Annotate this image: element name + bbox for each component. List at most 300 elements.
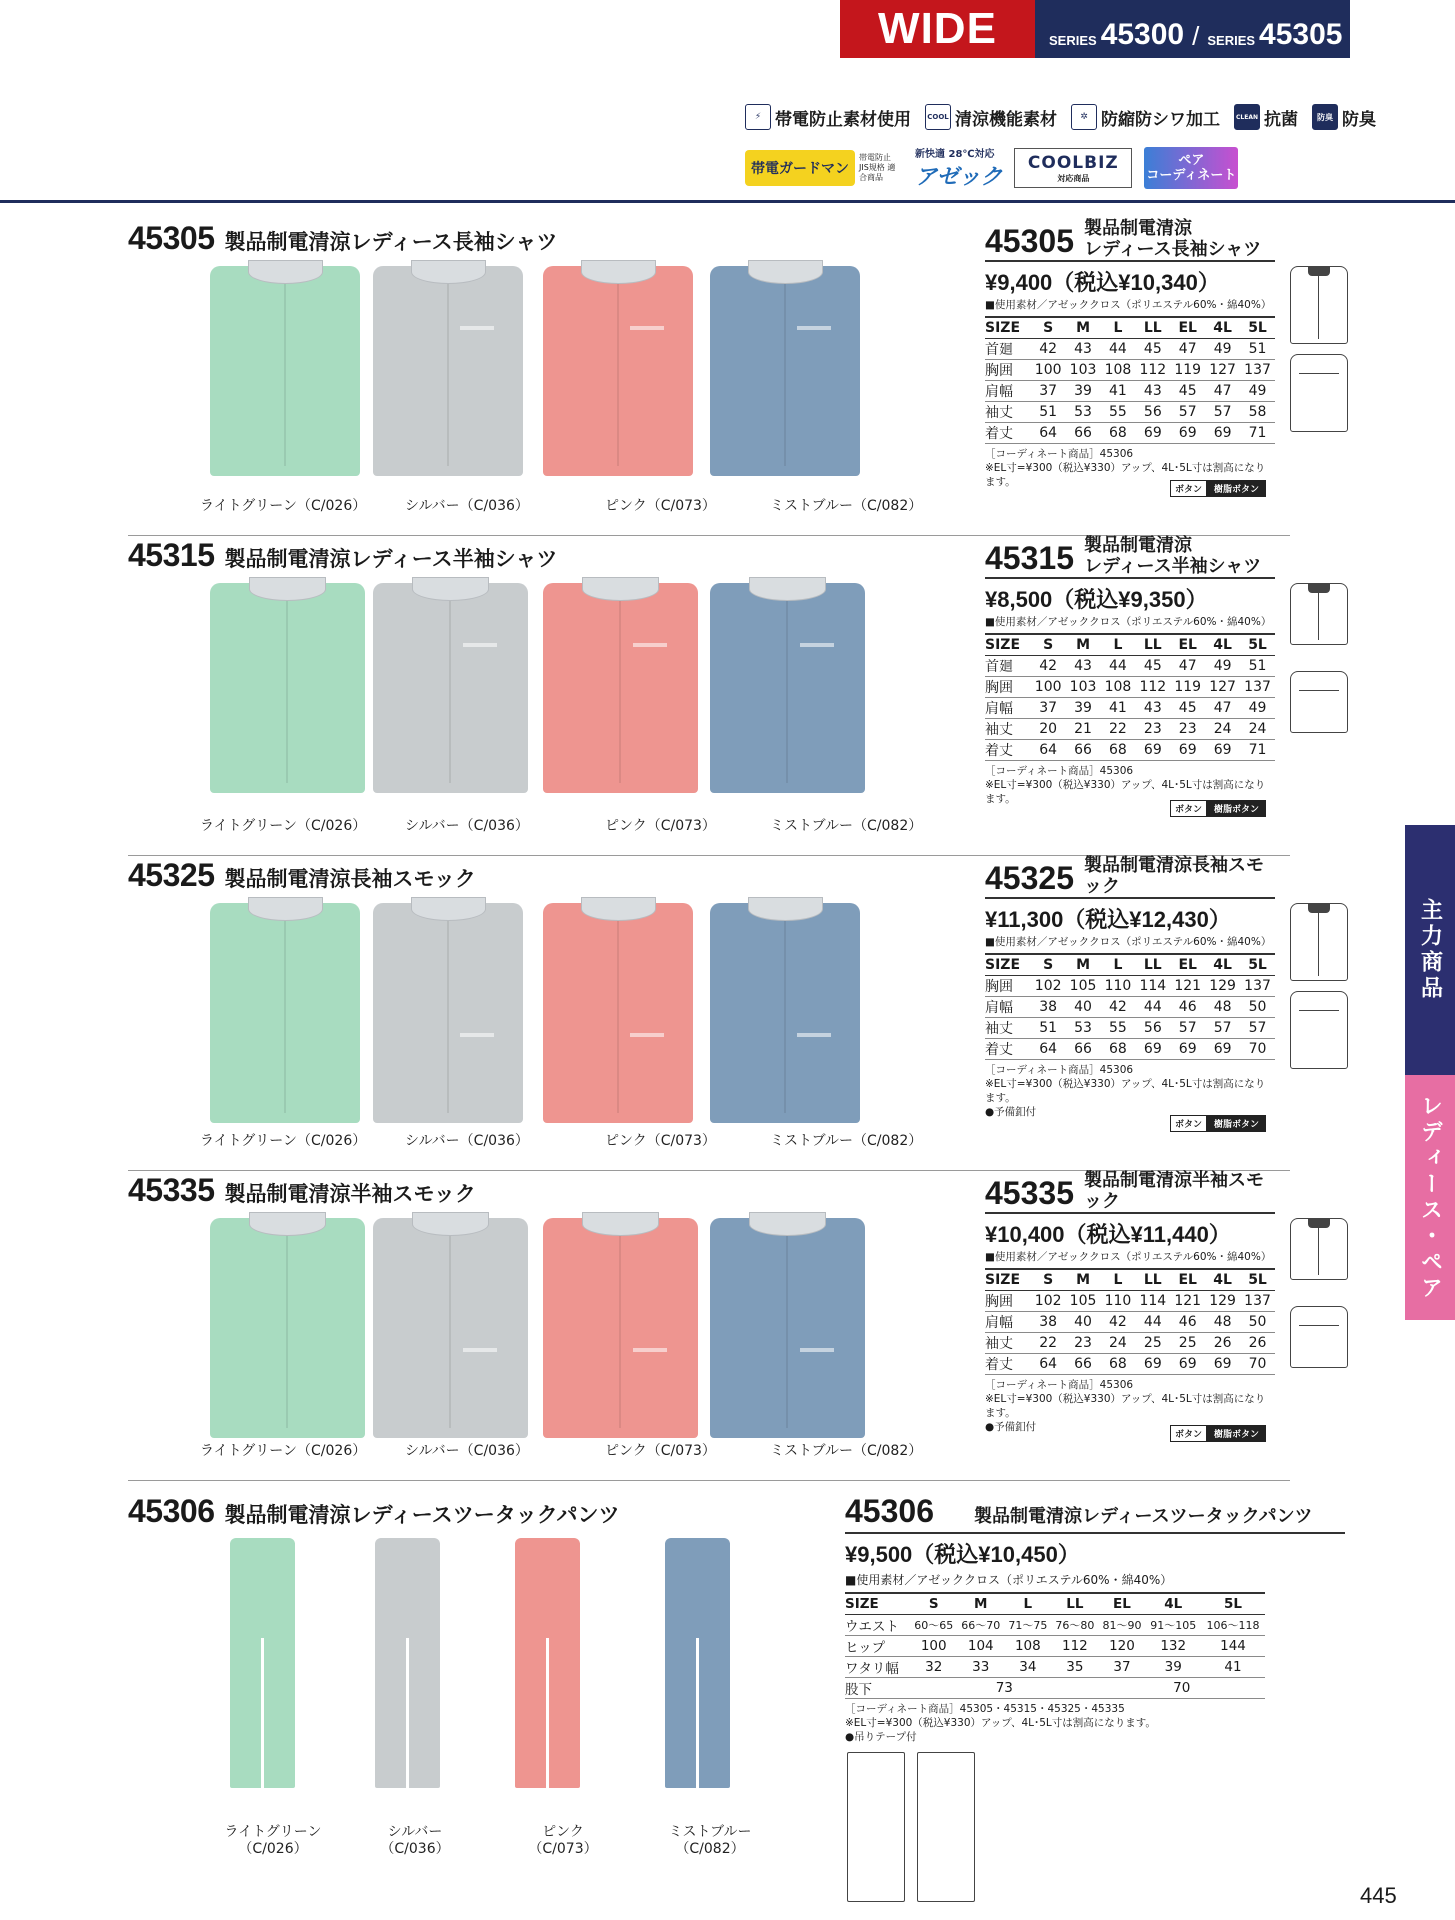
table-row: [985, 1353, 1275, 1374]
table-cell: 24: [1240, 718, 1275, 739]
table-cell: 69: [1170, 739, 1205, 760]
coolbiz-sub: 対応商品: [1057, 173, 1090, 183]
table-header: EL: [1170, 1269, 1205, 1291]
table-header: 4L: [1205, 634, 1240, 656]
table-cell: 着丈: [985, 422, 1031, 443]
table-cell: 110: [1100, 975, 1135, 996]
table-cell: 100: [1031, 676, 1066, 697]
color-caption: ライトグリーン（C/026）: [200, 818, 367, 834]
button-material-tag: [1170, 1425, 1266, 1442]
table-header-row: [985, 1269, 1275, 1291]
table-header-row: [985, 634, 1275, 656]
table-row: [985, 338, 1275, 359]
table-cell: 69: [1135, 1038, 1170, 1059]
table-cell: ワタリ幅: [845, 1656, 910, 1677]
pants-photo-pink: [515, 1538, 580, 1788]
table-cell: 49: [1205, 655, 1240, 676]
color-caption: ミストブルー（C/082）: [770, 1133, 923, 1149]
table-header: M: [1066, 634, 1101, 656]
table-cell: 48: [1205, 996, 1240, 1017]
sketch-front: [1290, 1218, 1348, 1280]
table-header: EL: [1170, 634, 1205, 656]
product-code: 45315: [128, 537, 215, 573]
table-cell: 56: [1135, 401, 1170, 422]
table-cell: 57: [1170, 401, 1205, 422]
table-cell: 46: [1170, 1311, 1205, 1332]
table-cell: 64: [1031, 1353, 1066, 1374]
product-name: 製品制電清涼レディース半袖シャツ: [224, 548, 558, 571]
logo-row: [745, 145, 1238, 191]
table-header: M: [957, 1593, 1004, 1615]
table-cell: 37: [1031, 380, 1066, 401]
spec-panel: [985, 535, 1275, 806]
table-cell: 121: [1170, 975, 1205, 996]
table-cell: 137: [1240, 975, 1275, 996]
color-caption: ミストブルー（C/082）: [770, 1443, 923, 1459]
table-header: LL: [1051, 1593, 1098, 1615]
table-cell: 49: [1205, 338, 1240, 359]
table-header: LL: [1135, 634, 1170, 656]
color-caption: ピンク（C/073）: [605, 818, 716, 834]
price: ¥9,400（税込¥10,340）: [985, 269, 1220, 295]
table-cell: 47: [1170, 338, 1205, 359]
table-header: S: [1031, 634, 1066, 656]
table-header: SIZE: [985, 634, 1031, 656]
table-cell: 股下: [845, 1677, 910, 1698]
deodorant-icon: 防臭: [1312, 104, 1338, 130]
antistatic-icon: ⚡: [745, 104, 771, 130]
table-cell: 69: [1170, 1353, 1205, 1374]
table-cell: 34: [1004, 1656, 1051, 1677]
material: ■使用素材／アゼッククロス（ポリエステル60%・綿40%）: [985, 615, 1272, 628]
table-cell: 45: [1135, 655, 1170, 676]
coordinate-note: ［コーディネート商品］45306: [985, 764, 1134, 777]
table-cell: 53: [1066, 401, 1101, 422]
series-label: SERIES: [1207, 33, 1256, 48]
spec-header: [985, 218, 1275, 260]
tag-value: 樹脂ボタン: [1207, 1425, 1266, 1442]
product-name: 製品制電清涼半袖スモック: [224, 1183, 476, 1206]
table-cell: 68: [1100, 422, 1135, 443]
pants-photo-silver: [375, 1538, 440, 1788]
table-cell: 首廻: [985, 655, 1031, 676]
table-header: 5L: [1240, 954, 1275, 976]
table-cell: 42: [1100, 996, 1135, 1017]
table-row: [985, 697, 1275, 718]
table-header-row: [845, 1593, 1265, 1615]
coolbiz-logo: [1014, 148, 1132, 188]
table-cell: 108: [1004, 1635, 1051, 1656]
table-cell: 着丈: [985, 1038, 1031, 1059]
color-caption: シルバー（C/036）: [405, 498, 529, 514]
side-tab-main-products[interactable]: 主力商品: [1405, 825, 1455, 1075]
table-cell: 肩幅: [985, 996, 1031, 1017]
table-cell: 68: [1100, 1038, 1135, 1059]
header-rule: [0, 200, 1455, 203]
table-cell: 袖丈: [985, 718, 1031, 739]
cool-icon: COOL: [925, 104, 951, 130]
spec-header: [985, 855, 1275, 897]
section-title: [128, 1172, 476, 1209]
size-table: [985, 1268, 1275, 1375]
pants-spec: [845, 1493, 1345, 1912]
pants-spec-header: [845, 1493, 1345, 1530]
pants-size-table: [845, 1592, 1265, 1699]
badge-label: 抗菌: [1264, 109, 1298, 130]
table-cell: 着丈: [985, 1353, 1031, 1374]
table-cell: 袖丈: [985, 1017, 1031, 1038]
table-row: [985, 975, 1275, 996]
sketch-back: [1290, 671, 1348, 733]
spec-panel: [985, 855, 1275, 1119]
table-cell: 肩幅: [985, 1311, 1031, 1332]
garment-photo-blue: [710, 1218, 865, 1438]
color-caption: ライトグリーン（C/026）: [200, 498, 367, 514]
garment-photo-pink: [543, 583, 698, 793]
table-header: SIZE: [985, 317, 1031, 339]
table-cell: 22: [1031, 1332, 1066, 1353]
table-cell: 40: [1066, 1311, 1101, 1332]
table-row: [985, 676, 1275, 697]
table-cell: 64: [1031, 1038, 1066, 1059]
spec-code: 45315: [985, 540, 1074, 576]
feature-badge: [1071, 104, 1220, 130]
table-cell: 91～105: [1145, 1614, 1201, 1635]
spec-name: 製品制電清涼: [1083, 218, 1192, 239]
table-cell: 112: [1135, 359, 1170, 380]
color-caption: ピンク（C/073）: [605, 1443, 716, 1459]
spec-code: 45305: [985, 223, 1074, 259]
table-cell: 64: [1031, 739, 1066, 760]
extra-note: ●吊りテープ付: [845, 1730, 917, 1743]
table-cell: ヒップ: [845, 1635, 910, 1656]
material: ■使用素材／アゼッククロス（ポリエステル60%・綿40%）: [985, 298, 1272, 311]
table-cell: 69: [1205, 739, 1240, 760]
price-note: ※EL寸=¥300（税込¥330）アップ、4L･5L寸は割高になります。: [985, 1077, 1266, 1104]
table-cell: 119: [1170, 676, 1205, 697]
table-cell: 44: [1135, 996, 1170, 1017]
table-cell: 21: [1066, 718, 1101, 739]
coolbiz-text: COOLBIZ: [1027, 152, 1119, 173]
table-cell: 57: [1205, 1017, 1240, 1038]
table-cell: 56: [1135, 1017, 1170, 1038]
color-caption: ピンク（C/073）: [605, 498, 716, 514]
coordinate-note: ［コーディネート商品］45306: [985, 1063, 1134, 1076]
table-cell: 102: [1031, 975, 1066, 996]
guardman-text: 帯電ガードマン: [745, 150, 855, 186]
table-cell: 胸囲: [985, 1290, 1031, 1311]
badge-label: 帯電防止素材使用: [775, 109, 911, 130]
table-cell: 127: [1205, 359, 1240, 380]
table-row: [845, 1656, 1265, 1677]
series-header: [1035, 0, 1350, 58]
table-cell: 121: [1170, 1290, 1205, 1311]
garment-photo-silver: [373, 903, 523, 1123]
pants-title: [128, 1493, 620, 1530]
table-cell: 69: [1170, 422, 1205, 443]
table-cell: 24: [1100, 1332, 1135, 1353]
spec-code: 45306: [845, 1493, 934, 1529]
table-header-row: [985, 317, 1275, 339]
garment-photo-silver: [373, 266, 523, 476]
sketch-front: [1290, 266, 1348, 344]
table-cell: 110: [1100, 1290, 1135, 1311]
table-cell: 129: [1205, 1290, 1240, 1311]
table-cell: 50: [1240, 996, 1275, 1017]
table-header: EL: [1098, 1593, 1145, 1615]
feature-badge: [1234, 104, 1298, 130]
price-note: ※EL寸=¥300（税込¥330）アップ、4L･5L寸は割高になります。: [985, 461, 1266, 488]
table-cell: 43: [1135, 380, 1170, 401]
table-cell: 39: [1066, 380, 1101, 401]
table-cell: 127: [1205, 676, 1240, 697]
color-caption: ミストブルー（C/082）: [770, 498, 923, 514]
table-cell: 55: [1100, 1017, 1135, 1038]
material: ■使用素材／アゼッククロス（ポリエステル60%・綿40%）: [985, 935, 1272, 948]
guardman-note: 帯電防止 JIS規格 適合商品: [859, 153, 896, 182]
tag-label: ボタン: [1170, 800, 1207, 817]
pants-sketch-back: [917, 1752, 975, 1902]
table-header: 5L: [1240, 317, 1275, 339]
table-header: L: [1100, 634, 1135, 656]
table-cell: 26: [1240, 1332, 1275, 1353]
table-cell: 112: [1051, 1635, 1098, 1656]
badge-label: 防臭: [1342, 109, 1376, 130]
spec-panel: [985, 1170, 1275, 1434]
series-number: 45300: [1100, 18, 1185, 51]
table-cell: 68: [1100, 739, 1135, 760]
sketch-back: [1290, 354, 1348, 432]
table-cell: 69: [1135, 1353, 1170, 1374]
table-cell: 108: [1100, 676, 1135, 697]
table-cell: 108: [1100, 359, 1135, 380]
table-cell: 66: [1066, 422, 1101, 443]
spec-header: [985, 1170, 1275, 1212]
table-cell: 102: [1031, 1290, 1066, 1311]
tag-label: ボタン: [1170, 480, 1207, 497]
table-header: L: [1100, 954, 1135, 976]
table-cell: 38: [1031, 1311, 1066, 1332]
pants-sketches: [845, 1752, 1345, 1912]
table-cell: 57: [1170, 1017, 1205, 1038]
table-cell: 70: [1098, 1677, 1265, 1698]
table-row: [985, 380, 1275, 401]
table-cell: 43: [1135, 697, 1170, 718]
material: ■使用素材／アゼッククロス（ポリエステル60%・綿40%）: [845, 1572, 1173, 1587]
page-number: 445: [1360, 1883, 1397, 1908]
badge-label: 清涼機能素材: [955, 109, 1057, 130]
product-name: 製品制電清涼レディース長袖シャツ: [224, 231, 558, 254]
product-code: 45325: [128, 857, 215, 893]
table-cell: 119: [1170, 359, 1205, 380]
table-header: SIZE: [845, 1593, 910, 1615]
product-code: 45305: [128, 220, 215, 256]
product-name: 製品制電清涼レディースツータックパンツ: [224, 1504, 620, 1527]
table-cell: 114: [1135, 1290, 1170, 1311]
table-header: L: [1100, 1269, 1135, 1291]
table-cell: 69: [1205, 422, 1240, 443]
table-cell: 首廻: [985, 338, 1031, 359]
table-cell: 41: [1100, 697, 1135, 718]
table-cell: 100: [1031, 359, 1066, 380]
section-divider: [128, 1480, 1290, 1481]
table-header: L: [1100, 317, 1135, 339]
table-header: L: [1004, 1593, 1051, 1615]
table-row: [985, 655, 1275, 676]
table-cell: 23: [1066, 1332, 1101, 1353]
table-cell: 33: [957, 1656, 1004, 1677]
pants-caption: ミストブルー （C/082）: [668, 1824, 752, 1857]
table-cell: 41: [1100, 380, 1135, 401]
table-header: EL: [1170, 954, 1205, 976]
table-header: 5L: [1240, 634, 1275, 656]
table-cell: 47: [1170, 655, 1205, 676]
badge-label: 防縮防シワ加工: [1101, 109, 1220, 130]
sketch-back: [1290, 991, 1348, 1069]
pair-coordinate-logo: [1144, 147, 1238, 189]
color-caption: シルバー（C/036）: [405, 1133, 529, 1149]
table-cell: 45: [1170, 697, 1205, 718]
side-tab-ladies-pair[interactable]: レディース・ペア: [1405, 1075, 1455, 1320]
azec-text: アゼック: [915, 165, 1003, 190]
table-cell: 肩幅: [985, 380, 1031, 401]
antibacterial-icon: CLEAN: [1234, 104, 1260, 130]
table-cell: 41: [1201, 1656, 1265, 1677]
garment-photo-green: [210, 266, 360, 476]
feature-badge: [745, 104, 911, 130]
table-cell: 81～90: [1098, 1614, 1145, 1635]
table-cell: ウエスト: [845, 1614, 910, 1635]
spec-name: レディース長袖シャツ: [1083, 239, 1262, 260]
size-table: [985, 633, 1275, 761]
feature-badge: [925, 104, 1057, 130]
table-cell: 106～118: [1201, 1614, 1265, 1635]
pants-caption: ライトグリーン （C/026）: [224, 1824, 322, 1857]
color-caption: ミストブルー（C/082）: [770, 818, 923, 834]
table-header: S: [1031, 317, 1066, 339]
table-cell: 45: [1135, 338, 1170, 359]
color-caption: ピンク（C/073）: [605, 1133, 716, 1149]
table-cell: 50: [1240, 1311, 1275, 1332]
color-caption: シルバー（C/036）: [405, 1443, 529, 1459]
pants-photo-green: [230, 1538, 295, 1788]
section-title: [128, 220, 557, 257]
garment-photo-blue: [710, 903, 860, 1123]
table-header: SIZE: [985, 954, 1031, 976]
table-cell: 46: [1170, 996, 1205, 1017]
garment-photo-pink: [543, 266, 693, 476]
table-row: [985, 401, 1275, 422]
tag-label: ボタン: [1170, 1425, 1207, 1442]
table-cell: 144: [1201, 1635, 1265, 1656]
table-cell: 25: [1170, 1332, 1205, 1353]
table-cell: 38: [1031, 996, 1066, 1017]
sketch-back: [1290, 1306, 1348, 1368]
table-header: 5L: [1201, 1593, 1265, 1615]
spec-code: 45335: [985, 1175, 1074, 1211]
table-cell: 22: [1100, 718, 1135, 739]
coordinate-note: ［コーディネート商品］45305・45315・45325・45335: [845, 1702, 1125, 1715]
pants-caption: シルバー （C/036）: [380, 1824, 450, 1857]
table-cell: 51: [1240, 338, 1275, 359]
price: ¥9,500（税込¥10,450）: [845, 1541, 1080, 1567]
table-header: LL: [1135, 317, 1170, 339]
table-header: SIZE: [985, 1269, 1031, 1291]
table-cell: 70: [1240, 1353, 1275, 1374]
table-row: [985, 739, 1275, 760]
pair-text: ペア: [1178, 153, 1205, 168]
table-cell: 114: [1135, 975, 1170, 996]
series-slash: /: [1192, 21, 1200, 51]
garment-photo-pink: [543, 903, 693, 1123]
coordinate-note: ［コーディネート商品］45306: [985, 1378, 1134, 1391]
table-cell: 105: [1066, 975, 1101, 996]
table-cell: 58: [1240, 401, 1275, 422]
table-cell: 69: [1135, 422, 1170, 443]
section-title: [128, 857, 476, 894]
feature-badges: [745, 104, 1376, 130]
feature-badge: [1312, 104, 1376, 130]
price-note: ※EL寸=¥300（税込¥330）アップ、4L･5L寸は割高になります。: [985, 778, 1266, 805]
table-cell: 45: [1170, 380, 1205, 401]
table-header: LL: [1135, 1269, 1170, 1291]
table-row: [985, 1017, 1275, 1038]
table-cell: 53: [1066, 1017, 1101, 1038]
product-name: 製品制電清涼長袖スモック: [224, 868, 476, 891]
table-cell: 39: [1145, 1656, 1201, 1677]
table-cell: 66: [1066, 1038, 1101, 1059]
table-cell: 32: [910, 1656, 957, 1677]
table-cell: 42: [1100, 1311, 1135, 1332]
table-cell: 71: [1240, 739, 1275, 760]
table-header: 4L: [1205, 317, 1240, 339]
table-cell: 47: [1205, 697, 1240, 718]
table-cell: 100: [910, 1635, 957, 1656]
pants-caption: ピンク （C/073）: [528, 1824, 598, 1857]
table-cell: 66～70: [957, 1614, 1004, 1635]
table-cell: 47: [1205, 380, 1240, 401]
table-cell: 76～80: [1051, 1614, 1098, 1635]
table-cell: 26: [1205, 1332, 1240, 1353]
button-material-tag: [1170, 480, 1266, 497]
price-note: ※EL寸=¥300（税込¥330）アップ、4L･5L寸は割高になります。: [845, 1716, 1156, 1729]
table-row: [985, 1038, 1275, 1059]
azec-top: 新快適 28℃対応: [915, 149, 995, 160]
extra-note: ●予備釦付: [985, 1420, 1037, 1433]
product-code: 45306: [128, 1493, 215, 1529]
table-cell: 51: [1031, 1017, 1066, 1038]
table-cell: 64: [1031, 422, 1066, 443]
table-cell: 69: [1205, 1353, 1240, 1374]
table-row: [985, 1332, 1275, 1353]
garment-photo-green: [210, 903, 360, 1123]
price-note: ※EL寸=¥300（税込¥330）アップ、4L･5L寸は割高になります。: [985, 1392, 1266, 1419]
table-cell: 39: [1066, 697, 1101, 718]
table-cell: 73: [910, 1677, 1098, 1698]
table-cell: 23: [1170, 718, 1205, 739]
table-cell: 肩幅: [985, 697, 1031, 718]
garment-photo-blue: [710, 266, 860, 476]
table-cell: 105: [1066, 1290, 1101, 1311]
material: ■使用素材／アゼッククロス（ポリエステル60%・綿40%）: [985, 1250, 1272, 1263]
table-cell: 71: [1240, 422, 1275, 443]
table-row: [985, 359, 1275, 380]
pants-sketch-front: [847, 1752, 905, 1902]
table-header: M: [1066, 317, 1101, 339]
table-header: 4L: [1205, 1269, 1240, 1291]
product-code: 45335: [128, 1172, 215, 1208]
spec-code: 45325: [985, 860, 1074, 896]
